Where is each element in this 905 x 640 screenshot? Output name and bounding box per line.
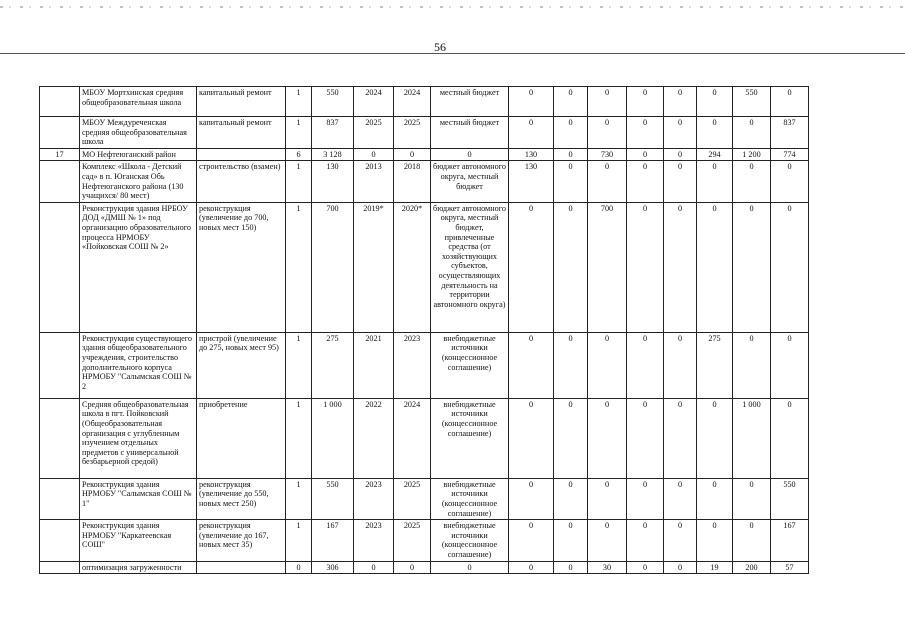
- value-cell: 0: [697, 161, 733, 202]
- table-row: [40, 87, 809, 117]
- row-number-cell: [40, 117, 80, 149]
- start-year-cell: 2023: [354, 520, 394, 561]
- value-cell: 0: [588, 520, 627, 561]
- value-cell: 0: [733, 332, 771, 398]
- end-year-cell: 0: [394, 561, 431, 574]
- work-type-cell: строительство (взамен): [197, 161, 286, 202]
- value-cell: 0: [771, 87, 809, 117]
- row-number-cell: [40, 332, 80, 398]
- start-year-cell: 2013: [354, 161, 394, 202]
- object-count-cell: 1: [286, 520, 312, 561]
- value-cell: 0: [664, 332, 697, 398]
- work-type-cell: пристрой (увеличение до 275, новых мест 95): [197, 332, 286, 398]
- value-cell: 550: [733, 87, 771, 117]
- capacity-cell: 167: [312, 520, 354, 561]
- value-cell: 0: [733, 161, 771, 202]
- funding-source-cell: внебюджетные источники (концессионное соглашение): [431, 520, 509, 561]
- object-name-cell: Реконструкция здания НРМОБУ "Салымская СОШ № 1": [80, 478, 197, 519]
- table-row: [40, 478, 809, 519]
- object-name-cell: Средняя общеобразовательная школа в пгт. Пойковский (Общеобразовательная организация с углубленным изучением отдельных предметов с универсальной безбарьерной средой): [80, 398, 197, 478]
- value-cell: 0: [627, 202, 664, 332]
- value-cell: 0: [664, 561, 697, 574]
- value-cell: 0: [509, 478, 554, 519]
- capacity-cell: 130: [312, 161, 354, 202]
- start-year-cell: 0: [354, 561, 394, 574]
- row-number-cell: [40, 478, 80, 519]
- value-cell: 0: [554, 202, 588, 332]
- end-year-cell: 2025: [394, 520, 431, 561]
- value-cell: 0: [554, 161, 588, 202]
- scan-edge-noise: [0, 6, 905, 8]
- value-cell: 0: [664, 87, 697, 117]
- start-year-cell: 2024: [354, 87, 394, 117]
- value-cell: 275: [697, 332, 733, 398]
- value-cell: 1 200: [733, 148, 771, 161]
- value-cell: 19: [697, 561, 733, 574]
- value-cell: 0: [697, 87, 733, 117]
- work-type-cell: [197, 148, 286, 161]
- value-cell: 0: [554, 520, 588, 561]
- funding-source-cell: бюджет автономного округа, местный бюджет: [431, 161, 509, 202]
- object-name-cell: МБОУ Мортхинская средняя общеобразовательная школа: [80, 87, 197, 117]
- value-cell: 0: [664, 148, 697, 161]
- capacity-cell: 3 128: [312, 148, 354, 161]
- start-year-cell: 2022: [354, 398, 394, 478]
- object-count-cell: 6: [286, 148, 312, 161]
- value-cell: 0: [627, 148, 664, 161]
- value-cell: 700: [588, 202, 627, 332]
- value-cell: 0: [771, 161, 809, 202]
- object-count-cell: 1: [286, 202, 312, 332]
- value-cell: 774: [771, 148, 809, 161]
- table-row: [40, 561, 809, 574]
- value-cell: 0: [697, 117, 733, 149]
- work-type-cell: реконструкция (увеличение до 167, новых мест 35): [197, 520, 286, 561]
- capacity-cell: 550: [312, 478, 354, 519]
- object-name-cell: Комплекс «Школа - Детский сад» в п. Юганская Обь Нефтеюганского района (130 учащихся/ 80 мест): [80, 161, 197, 202]
- value-cell: 0: [509, 398, 554, 478]
- funding-source-cell: местный бюджет: [431, 87, 509, 117]
- end-year-cell: 2024: [394, 87, 431, 117]
- work-type-cell: [197, 561, 286, 574]
- start-year-cell: 2019*: [354, 202, 394, 332]
- table-row: [40, 520, 809, 561]
- value-cell: 200: [733, 561, 771, 574]
- table-row: [40, 202, 809, 332]
- value-cell: 0: [509, 202, 554, 332]
- value-cell: 0: [509, 117, 554, 149]
- object-name-cell: Реконструкция существующего здания общеобразовательного учреждения, строительство дополнительного корпуса НРМОБУ "Салымская СОШ № 2: [80, 332, 197, 398]
- table-row: [40, 117, 809, 149]
- value-cell: 0: [588, 117, 627, 149]
- end-year-cell: 2025: [394, 478, 431, 519]
- value-cell: 0: [697, 520, 733, 561]
- work-type-cell: капитальный ремонт: [197, 117, 286, 149]
- value-cell: 0: [509, 520, 554, 561]
- value-cell: 294: [697, 148, 733, 161]
- object-name-cell: Реконструкция здания НРМОБУ "Каркатеевская СОШ": [80, 520, 197, 561]
- end-year-cell: 2024: [394, 398, 431, 478]
- funding-source-cell: 0: [431, 148, 509, 161]
- value-cell: 0: [509, 87, 554, 117]
- end-year-cell: 2020*: [394, 202, 431, 332]
- value-cell: 30: [588, 561, 627, 574]
- object-count-cell: 1: [286, 478, 312, 519]
- value-cell: 0: [771, 332, 809, 398]
- value-cell: 0: [664, 117, 697, 149]
- value-cell: 0: [588, 87, 627, 117]
- end-year-cell: 2023: [394, 332, 431, 398]
- value-cell: 0: [627, 561, 664, 574]
- value-cell: 0: [554, 332, 588, 398]
- value-cell: 0: [697, 398, 733, 478]
- row-number-cell: [40, 561, 80, 574]
- value-cell: 167: [771, 520, 809, 561]
- end-year-cell: 0: [394, 148, 431, 161]
- value-cell: 0: [627, 478, 664, 519]
- value-cell: 130: [509, 148, 554, 161]
- value-cell: 0: [509, 332, 554, 398]
- table-row: [40, 398, 809, 478]
- work-type-cell: капитальный ремонт: [197, 87, 286, 117]
- value-cell: 130: [509, 161, 554, 202]
- value-cell: 0: [554, 478, 588, 519]
- value-cell: 0: [627, 398, 664, 478]
- table-row: [40, 332, 809, 398]
- capacity-cell: 700: [312, 202, 354, 332]
- page-number: 56: [434, 40, 446, 54]
- data-table: [39, 86, 809, 574]
- work-type-cell: приобретение: [197, 398, 286, 478]
- capacity-cell: 550: [312, 87, 354, 117]
- value-cell: 730: [588, 148, 627, 161]
- value-cell: 0: [554, 561, 588, 574]
- value-cell: 0: [697, 202, 733, 332]
- value-cell: 0: [627, 161, 664, 202]
- object-name-cell: МО Нефтеюганский район: [80, 148, 197, 161]
- value-cell: 0: [733, 520, 771, 561]
- value-cell: 0: [771, 202, 809, 332]
- value-cell: 0: [588, 332, 627, 398]
- value-cell: 550: [771, 478, 809, 519]
- value-cell: 0: [554, 117, 588, 149]
- value-cell: 0: [733, 478, 771, 519]
- value-cell: 0: [554, 87, 588, 117]
- table-row: [40, 148, 809, 161]
- row-number-cell: 17: [40, 148, 80, 161]
- value-cell: 57: [771, 561, 809, 574]
- value-cell: 0: [664, 478, 697, 519]
- funding-source-cell: бюджет автономного округа, местный бюджет, привлеченные средства (от хозяйствующих субъектов, осуществляющих деятельность на территории автономного округа): [431, 202, 509, 332]
- value-cell: 0: [771, 398, 809, 478]
- table-row: [40, 161, 809, 202]
- value-cell: 0: [509, 561, 554, 574]
- row-number-cell: [40, 161, 80, 202]
- row-number-cell: [40, 202, 80, 332]
- value-cell: 0: [627, 117, 664, 149]
- object-count-cell: 0: [286, 561, 312, 574]
- row-number-cell: [40, 398, 80, 478]
- object-count-cell: 1: [286, 398, 312, 478]
- object-count-cell: 1: [286, 117, 312, 149]
- work-type-cell: реконструкция (увеличение до 550, новых мест 250): [197, 478, 286, 519]
- funding-source-cell: 0: [431, 561, 509, 574]
- start-year-cell: 2023: [354, 478, 394, 519]
- value-cell: 837: [771, 117, 809, 149]
- end-year-cell: 2018: [394, 161, 431, 202]
- object-name-cell: Реконструкция здания НРБОУ ДОД «ДМШ № 1» под организацию образовательного процесса НРМОБУ «Пойковская СОШ № 2»: [80, 202, 197, 332]
- object-count-cell: 1: [286, 161, 312, 202]
- header-rule: [0, 53, 905, 54]
- value-cell: 0: [588, 398, 627, 478]
- value-cell: 0: [664, 398, 697, 478]
- row-number-cell: [40, 520, 80, 561]
- value-cell: 0: [664, 161, 697, 202]
- value-cell: 0: [554, 398, 588, 478]
- funding-source-cell: внебюджетные источники (концессионное соглашение): [431, 332, 509, 398]
- value-cell: 0: [627, 520, 664, 561]
- capacity-cell: 837: [312, 117, 354, 149]
- capacity-cell: 275: [312, 332, 354, 398]
- capacity-cell: 306: [312, 561, 354, 574]
- end-year-cell: 2025: [394, 117, 431, 149]
- start-year-cell: 0: [354, 148, 394, 161]
- start-year-cell: 2021: [354, 332, 394, 398]
- object-count-cell: 1: [286, 332, 312, 398]
- capacity-cell: 1 000: [312, 398, 354, 478]
- object-name-cell: оптимизация загруженности: [80, 561, 197, 574]
- value-cell: 1 000: [733, 398, 771, 478]
- value-cell: 0: [733, 117, 771, 149]
- value-cell: 0: [733, 202, 771, 332]
- object-count-cell: 1: [286, 87, 312, 117]
- value-cell: 0: [627, 87, 664, 117]
- start-year-cell: 2025: [354, 117, 394, 149]
- value-cell: 0: [588, 161, 627, 202]
- object-name-cell: МБОУ Междуреченская средняя общеобразовательная школа: [80, 117, 197, 149]
- work-type-cell: реконструкция (увеличение до 700, новых мест 150): [197, 202, 286, 332]
- value-cell: 0: [664, 520, 697, 561]
- funding-source-cell: местный бюджет: [431, 117, 509, 149]
- value-cell: 0: [627, 332, 664, 398]
- row-number-cell: [40, 87, 80, 117]
- value-cell: 0: [588, 478, 627, 519]
- funding-source-cell: внебюджетные источники (концессионное соглашение): [431, 398, 509, 478]
- value-cell: 0: [697, 478, 733, 519]
- value-cell: 0: [664, 202, 697, 332]
- value-cell: 0: [554, 148, 588, 161]
- funding-source-cell: внебюджетные источники (концессионное соглашение): [431, 478, 509, 519]
